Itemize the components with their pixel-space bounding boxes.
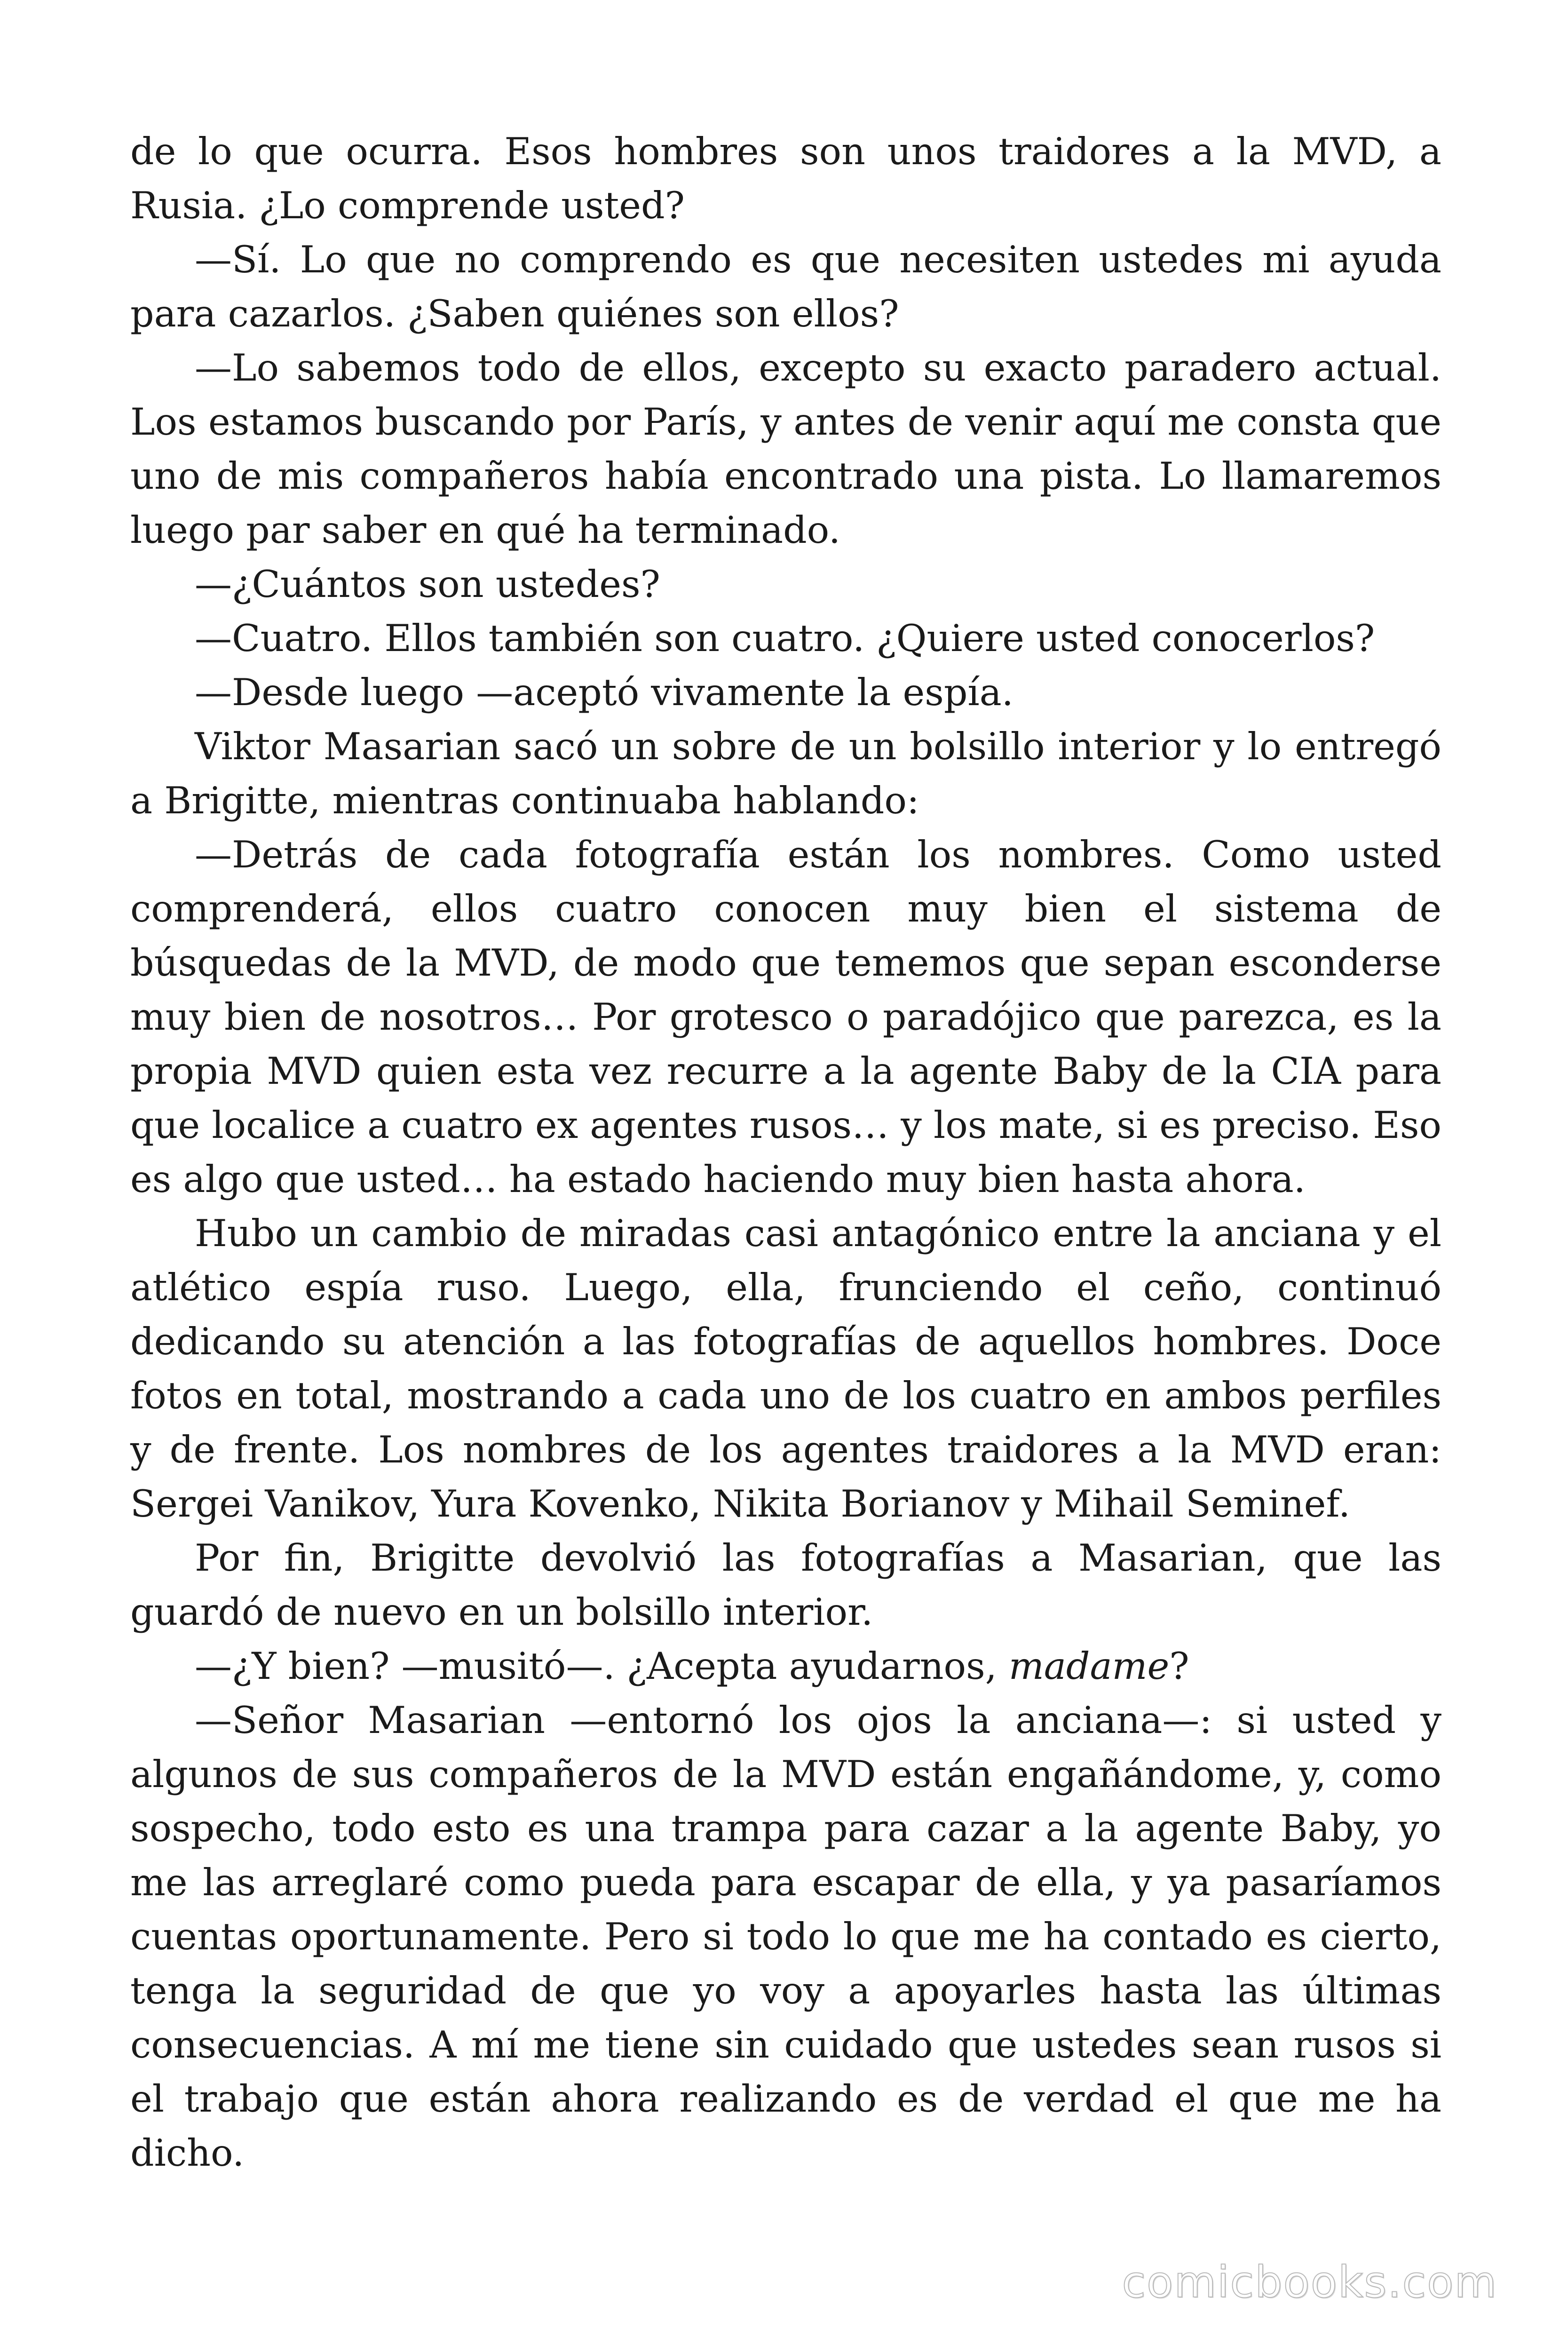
page-body [130,125,1441,2180]
paragraph: —¿Cuántos son ustedes? [195,563,660,606]
paragraph: Hubo un cambio de miradas casi antagónico entre la anciana y el atlético espía ruso. Luego, ella, frunciendo el ceño, continuó dedicando su atención a las fotografías de aquellos hombres. Doce fotos en total, mostrando a cada uno de los cuatro en ambos perfiles y de frente. Los nombres de los agentes traidores a la MVD eran: Sergei Vanikov, Yura Kovenko, Nikita Borianov y Mihail Seminef. [130,1212,1441,1526]
paragraph: —Señor Masarian —entornó los ojos la anciana—: si usted y algunos de sus compañeros de la MVD están engañándome, y, como sospecho, todo esto es una trampa para cazar a la agente Baby, yo me las arreglaré como pueda para escapar de ella, y ya pasaríamos cuentas oportunamente. Pero si todo lo que me ha contado es cierto, tenga la seguridad de que yo voy a apoyarles hasta las últimas consecuencias. A mí me tiene sin cuidado que ustedes sean rusos si el trabajo que están ahora realizando es de verdad el que me ha dicho. [130,1699,1441,2175]
paragraph: —Lo sabemos todo de ellos, excepto su exacto paradero actual. Los estamos buscando por París, y antes de venir aquí me consta que uno de mis compañeros había encontrado una pista. Lo llamaremos luego par saber en qué ha terminado. [130,346,1441,552]
emphasis-text: madame [1008,1645,1170,1688]
watermark-logo: comicbooks.com [1122,2257,1497,2307]
paragraph: Por fin, Brigitte devolvió las fotografías a Masarian, que las guardó de nuevo en un bolsillo interior. [130,1536,1441,1634]
paragraph: —Desde luego —aceptó vivamente la espía. [195,671,1014,714]
paragraph-text: —¿Y bien? —musitó—. ¿Acepta ayudarnos, [195,1645,1009,1688]
paragraph: —Detrás de cada fotografía están los nombres. Como usted comprenderá, ellos cuatro conocen muy bien el sistema de búsquedas de la MVD, de modo que tememos que sepan esconderse muy bien de nosotros… Por grotesco o paradójico que parezca, es la propia MVD quien esta vez recurre a la agente Baby de la CIA para que localice a cuatro ex agentes rusos… y los mate, si es preciso. Eso es algo que usted… ha estado haciendo muy bien hasta ahora. [130,833,1441,1201]
paragraph: —Sí. Lo que no comprendo es que necesiten ustedes mi ayuda para cazarlos. ¿Saben quiénes son ellos? [130,238,1441,335]
paragraph [130,1639,1441,1693]
paragraph: de lo que ocurra. Esos hombres son unos traidores a la MVD, a Rusia. ¿Lo comprende usted? [130,130,1441,227]
paragraph-text: ? [1169,1645,1189,1688]
paragraph: —Cuatro. Ellos también son cuatro. ¿Quiere usted conocerlos? [195,617,1375,660]
paragraph: Viktor Masarian sacó un sobre de un bolsillo interior y lo entregó a Brigitte, mientras continuaba hablando: [130,725,1441,822]
